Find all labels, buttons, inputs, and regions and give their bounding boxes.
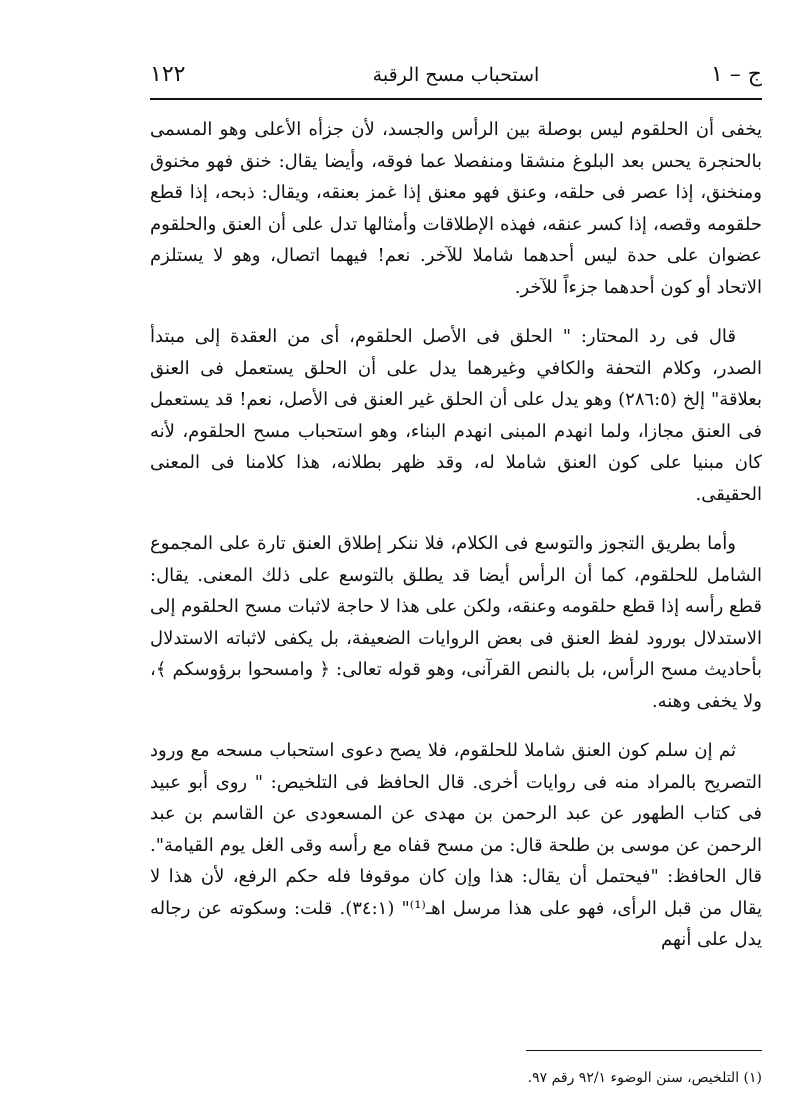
running-header — [150, 58, 762, 94]
body-text — [150, 114, 762, 974]
running-title: استحباب مسح الرقبة — [372, 64, 540, 86]
paragraph-2: قال فى رد المحتار: " الحلق فى الأصل الحلقوم، أى من العقدة إلى مبتدأ الصدر، وكلام التحفة والكافي وغيرهما يدل على أن الحلق يستعمل فى العنق بعلاقة" إلخ (٢٨٦:٥) وهو يدل على أن الحلق غير العنق فى الأصل، نعم! قد يستعمل فى العنق مجازا، ولما انهدم المبنى انهدم البناء، وهو استحباب مسح الحلقوم، لأنه كان مبنيا على كون العنق شاملا له، وقد ظهر بطلانه، هذا كلامنا فى المعنى الحقيقى. — [150, 326, 762, 505]
paragraph-3: وأما بطريق التجوز والتوسع فى الكلام، فلا ننكر إطلاق العنق تارة على المجموع الشامل للحلقوم، كما أن الرأس أيضا قد يطلق بالتوسع على ذلك المعنى. يقال: قطع رأسه إذا قطع حلقومه وعنقه، ولكن على هذا لا حاجة لاثبات مسح الحلقوم إلى الاستدلال بورود لفظ العنق فى بعض الروايات الضعيفة، بل يكفى لاثباته الاستدلال بأحاديث مسح الرأس، بل بالنص القرآنى، وهو قوله تعالى: ﴿ وامسحوا برؤوسكم ﴾، ولا يخفى وهنه. — [150, 533, 762, 712]
footnote-rule — [526, 1050, 762, 1051]
header-rule — [150, 98, 762, 100]
paragraph-1: يخفى أن الحلقوم ليس بوصلة بين الرأس والجسد، لأن جزأه الأعلى وهو المسمى بالحنجرة يحس بعد البلوغ منشقا ومنفصلا عما فوقه، وأيضا يقال: خنق فهو مخنوق ومنخنق، إذا عصر فى حلقه، وعنق فهو معنق إذا غمز بعنقه، ويقال: ذبحه، إذا قطع حلقومه وقصه، إذا كسر عنقه، فهذه الإطلاقات وأمثالها تدل على أن العنق والحلقوم عضوان على حدة ليس أحدهما شاملا للآخر. نعم! فيهما اتصال، وهو لا يستلزم الاتحاد أو كون أحدهما جزءاً للآخر. — [150, 119, 762, 298]
volume-label: ج – ١ — [710, 62, 762, 87]
paragraph-4: ثم إن سلم كون العنق شاملا للحلقوم، فلا يصح دعوى استحباب مسحه مع ورود التصريح بالمراد منه فى روايات أخرى. قال الحافظ فى التلخيص: " روى أبو عبيد فى كتاب الطهور عن عبد الرحمن بن مهدى عن المسعودى عن القاسم بن عبد الرحمن عن موسى بن طلحة قال: من مسح قفاه مع رأسه وقى الغل يوم القيامة". قال الحافظ: "فيحتمل أن يقال: هذا وإن كان موقوفا فله حكم الرفع، لأن هذا لا يقال من قبل الرأى، فهو على هذا مرسل اهـ⁽¹⁾" (٣٤:١). قلت: وسكوته عن رجاله يدل على أنهم — [150, 740, 762, 950]
footnote: (١) التلخيص، سنن الوضوء ٩٢/١ رقم ٩٧. — [527, 1070, 762, 1086]
page-number: ١٢٢ — [150, 62, 186, 87]
